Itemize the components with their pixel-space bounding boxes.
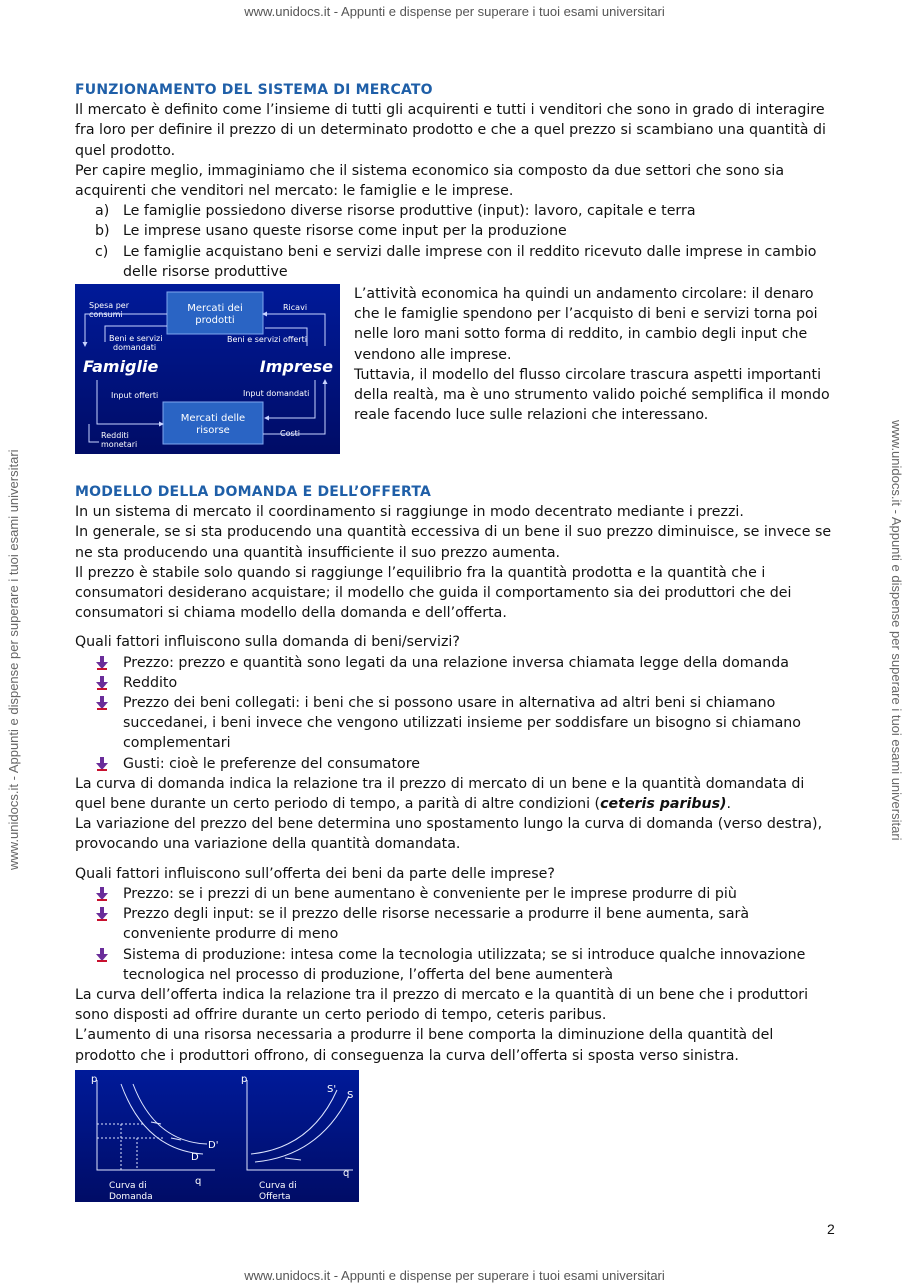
list-item: Gusti: cioè le preferenze del consumatore (123, 754, 835, 774)
paragraph: La curva di domanda indica la relazione tra il prezzo di mercato di un bene e la quantità domandata di quel bene durante un certo periodo di tempo, a parità di altre condizioni (ceteris paribus). (75, 775, 805, 813)
ceteris-paribus-emphasis: ceteris paribus) (600, 796, 727, 813)
page-number: 2 (827, 1221, 835, 1237)
question-demand: Quali fattori influiscono sulla domanda di beni/servizi? (75, 634, 460, 651)
arrow-bullet-icon (95, 696, 109, 710)
list-item: Prezzo: prezzo e quantità sono legati da una relazione inversa chiamata legge della domanda (123, 653, 835, 673)
page-content (75, 80, 835, 1208)
svg-text:Beni e servizi offerti: Beni e servizi offerti (227, 335, 307, 345)
section-heading-mercato: FUNZIONAMENTO DEL SISTEMA DI MERCATO (75, 82, 433, 98)
arrow-bullet-icon (95, 907, 109, 921)
list-item: c) Le famiglie acquistano beni e servizi dalle imprese con il reddito ricevuto dalle imprese in cambio delle risorse produttive (95, 243, 817, 280)
watermark-top: www.unidocs.it - Appunti e dispense per superare i tuoi esami universitari (244, 4, 665, 19)
svg-text:Curva di: Curva di (109, 1180, 147, 1191)
svg-text:q: q (343, 1167, 350, 1179)
svg-text:domandati: domandati (113, 343, 157, 353)
section-heading-domanda-offerta: MODELLO DELLA DOMANDA E DELL’OFFERTA (75, 484, 432, 501)
paragraph: Il prezzo è stabile solo quando si raggiunge l’equilibrio fra la quantità prodotta e la quantità che i consumatori desiderano acquistare; il modello che guida il comportamento sia dei produttori che dei consumatori si chiama modello della domanda e dell’offerta. (75, 564, 792, 622)
svg-text:p: p (91, 1073, 98, 1085)
supply-factors-list (75, 884, 835, 985)
paragraph: In un sistema di mercato il coordinamento si raggiunge in modo decentrato mediante i prezzi. (75, 504, 744, 521)
imprese-label: Imprese (259, 357, 333, 377)
resources-list (75, 201, 835, 282)
list-item: Prezzo dei beni collegati: i beni che si possono usare in alternativa ad altri beni si chiamano succedanei, i beni invece che vengono utilizzati insieme per soddisfare un bisogno si chiamano complementari (123, 693, 835, 754)
arrow-bullet-icon (95, 887, 109, 901)
arrow-bullet-icon (95, 948, 109, 962)
arrow-bullet-icon (95, 757, 109, 771)
list-item: b) Le imprese usano queste risorse come input per la produzione (95, 223, 567, 240)
svg-text:Curva di: Curva di (259, 1180, 297, 1191)
svg-text:Input offerti: Input offerti (111, 391, 159, 401)
list-item: Sistema di produzione: intesa come la tecnologia utilizzata; se si introduce qualche innovazione tecnologica nel processo di produzione, l’offerta del bene aumenterà (123, 945, 835, 985)
list-item: a) Le famiglie possiedono diverse risorse produttive (input): lavoro, capitale e terra (95, 203, 696, 220)
svg-text:q: q (195, 1175, 202, 1187)
watermark-right: www.unidocs.it - Appunti e dispense per superare i tuoi esami universitari (889, 420, 904, 841)
paragraph: In generale, se si sta producendo una quantità eccessiva di un bene il suo prezzo diminuisce, se invece se ne sta producendo una quantità insufficiente il suo prezzo aumenta. (75, 524, 832, 561)
watermark-bottom: www.unidocs.it - Appunti e dispense per superare i tuoi esami universitari (244, 1268, 665, 1283)
circular-flow-diagram (75, 284, 340, 454)
svg-text:S': S' (327, 1083, 337, 1095)
box-bottom-line2: risorse (196, 425, 230, 437)
paragraph: Per capire meglio, immaginiamo che il sistema economico sia composto da due settori che sono sia acquirenti che venditori nel mercato: le famiglie e le imprese. (75, 162, 785, 200)
paragraph: La variazione del prezzo del bene determina uno spostamento lungo la curva di domanda (verso destra), provocando una variazione della quantità domandata. (75, 816, 823, 853)
arrow-bullet-icon (95, 656, 109, 670)
list-item: Reddito (123, 673, 835, 693)
list-item: Prezzo degli input: se il prezzo delle risorse necessarie a produrre il bene aumenta, sarà conveniente produrre di meno (123, 904, 835, 944)
paragraph: Tuttavia, il modello del flusso circolare trascura aspetti importanti della realtà, ma è uno strumento valido poiché semplifica il mondo reale facendo luce sulle relazioni che interessano. (354, 366, 830, 424)
list-item: Prezzo: se i prezzi di un bene aumentano è conveniente per le imprese produrre di più (123, 884, 835, 904)
svg-text:Offerta: Offerta (259, 1191, 291, 1202)
demand-supply-curves-figure (75, 1070, 359, 1202)
svg-text:Beni e servizi: Beni e servizi (109, 334, 163, 344)
svg-text:monetari: monetari (101, 440, 138, 450)
svg-text:D: D (191, 1151, 199, 1163)
svg-text:p: p (241, 1073, 248, 1085)
demand-factors-list (75, 653, 835, 774)
svg-text:consumi: consumi (89, 310, 123, 320)
svg-text:Domanda: Domanda (109, 1191, 153, 1202)
paragraph: L’aumento di una risorsa necessaria a produrre il bene comporta la diminuzione della quantità del prodotto che i produttori offrono, di conseguenza la curva dell’offerta si sposta verso sinistra. (75, 1027, 774, 1064)
svg-text:S: S (347, 1089, 354, 1101)
svg-text:Input domandati: Input domandati (243, 389, 310, 399)
watermark-left: www.unidocs.it - Appunti e dispense per superare i tuoi esami universitari (6, 449, 21, 870)
famiglie-label: Famiglie (83, 357, 159, 377)
paragraph: L’attività economica ha quindi un andamento circolare: il denaro che le famiglie spendono per l’acquisto di beni e servizi torna poi nelle loro mani sotto forma di reddito, in cambio degli input che vendono alle imprese. (354, 286, 818, 363)
svg-text:Spesa per: Spesa per (89, 301, 129, 311)
box-bottom-line1: Mercati delle (180, 413, 246, 425)
box-top-line2: prodotti (195, 315, 235, 327)
paragraph: Il mercato è definito come l’insieme di tutti gli acquirenti e tutti i venditori che sono in grado di interagire fra loro per definire il prezzo di un determinato prodotto e che a quel prezzo si scambiano una quantità di quel prodotto. (75, 102, 826, 159)
svg-text:Redditi: Redditi (101, 431, 129, 441)
svg-text:D': D' (208, 1139, 219, 1151)
svg-text:Ricavi: Ricavi (283, 303, 308, 313)
paragraph: La curva dell’offerta indica la relazione tra il prezzo di mercato e la quantità di un bene che i produttori sono disposti ad offrire durante un certo periodo di tempo, ceteris paribus. (75, 986, 809, 1024)
svg-text:Costi: Costi (280, 429, 301, 439)
box-top-line1: Mercati dei (187, 303, 243, 315)
question-supply: Quali fattori influiscono sull’offerta dei beni da parte delle imprese? (75, 865, 555, 882)
arrow-bullet-icon (95, 676, 109, 690)
